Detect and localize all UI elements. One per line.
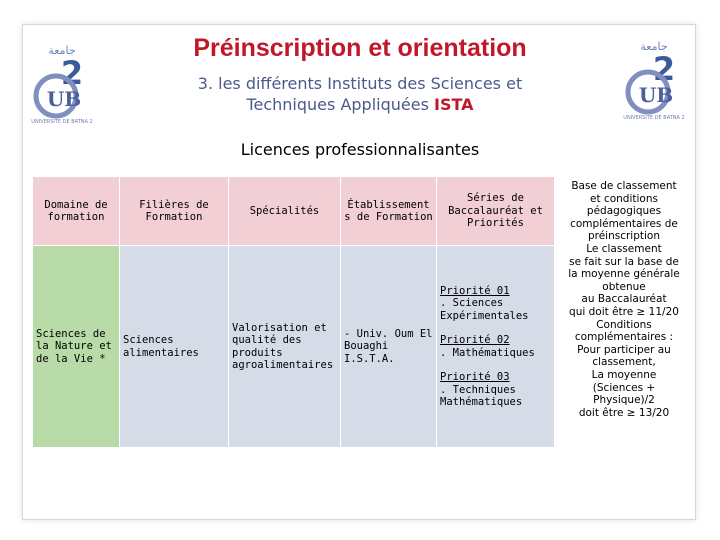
subtitle-line-1: 3. les différents Instituts des Sciences et: [197, 74, 523, 93]
cell-domaine: Sciences de la Nature et de la Vie *: [33, 246, 120, 448]
priority-1: [440, 285, 551, 323]
subtitle-line-2-text: Techniques Appliquées: [246, 95, 434, 114]
subtitle-line-2: [110, 94, 610, 115]
cell-etablissement: - Univ. Oum El Bouaghi I.S.T.A.: [341, 246, 437, 448]
page-title: Préinscription et orientation: [193, 34, 527, 62]
side-line: Conditions: [596, 318, 652, 331]
cell-priorites: [437, 246, 555, 448]
header-specialites: Spécialités: [229, 177, 341, 246]
table-header-row: [33, 177, 555, 246]
header-etablissements: Établissement s de Formation: [341, 177, 437, 246]
subtitle-acronym: ISTA: [434, 95, 474, 114]
header-domaine: Domaine de formation: [33, 177, 120, 246]
priority-3-label: Priorité 03: [440, 371, 510, 383]
svg-text:جامعة: جامعة: [48, 44, 76, 57]
svg-text:UB: UB: [46, 87, 82, 111]
svg-text:UNIVERSITE DE BATNA 2: UNIVERSITE DE BATNA 2: [31, 119, 93, 125]
side-line: (Sciences +: [592, 381, 656, 394]
classement-conditions: [560, 180, 688, 419]
side-line: complémentaires de: [570, 217, 678, 230]
side-line: et conditions: [590, 192, 658, 205]
svg-text:UNIVERSITE DE BATNA 2: UNIVERSITE DE BATNA 2: [623, 115, 685, 121]
table-row: [33, 246, 555, 448]
svg-text:2: 2: [652, 50, 676, 88]
side-line: qui doit être ≥ 11/20: [569, 305, 679, 318]
side-line: Base de classement: [571, 180, 677, 192]
side-line: obtenue: [602, 280, 646, 293]
header-series-bac: Séries de Baccalauréat et Priorités: [437, 177, 555, 246]
priority-2: [440, 334, 551, 359]
cell-filiere: Sciences alimentaires: [120, 246, 229, 448]
licences-table: [32, 176, 555, 448]
side-line: complémentaires :: [574, 331, 674, 344]
priority-2-detail: . Mathématiques: [440, 346, 535, 359]
priority-3: [440, 371, 551, 409]
header-filieres: Filières de Formation: [120, 177, 229, 246]
priority-1-detail: . Sciences Expérimentales: [440, 297, 529, 322]
cell-specialite: Valorisation et qualité des produits agroalimentaires: [229, 246, 341, 448]
side-line: se fait sur la base de: [569, 255, 679, 268]
side-line: la moyenne générale: [568, 268, 680, 281]
section-title: Licences professionnalisantes: [240, 140, 480, 159]
side-line: classement,: [592, 356, 656, 369]
side-line: pédagogiques: [586, 205, 662, 218]
priority-2-label: Priorité 02: [440, 334, 510, 346]
svg-text:2: 2: [60, 54, 84, 92]
side-line: au Baccalauréat: [581, 293, 667, 306]
side-line: Pour participer au: [577, 343, 671, 356]
page-subtitle: [110, 73, 610, 115]
side-line: doit être ≥ 13/20: [578, 406, 670, 419]
priority-3-detail: . Techniques Mathématiques: [440, 383, 523, 408]
priority-1-label: Priorité 01: [440, 284, 510, 297]
svg-text:UB: UB: [638, 83, 674, 107]
side-line: préinscription: [587, 230, 661, 243]
side-line: La moyenne: [591, 368, 657, 381]
svg-text:جامعة: جامعة: [640, 40, 668, 53]
side-line: Physique)/2: [593, 394, 655, 407]
side-line: Le classement: [586, 242, 662, 255]
